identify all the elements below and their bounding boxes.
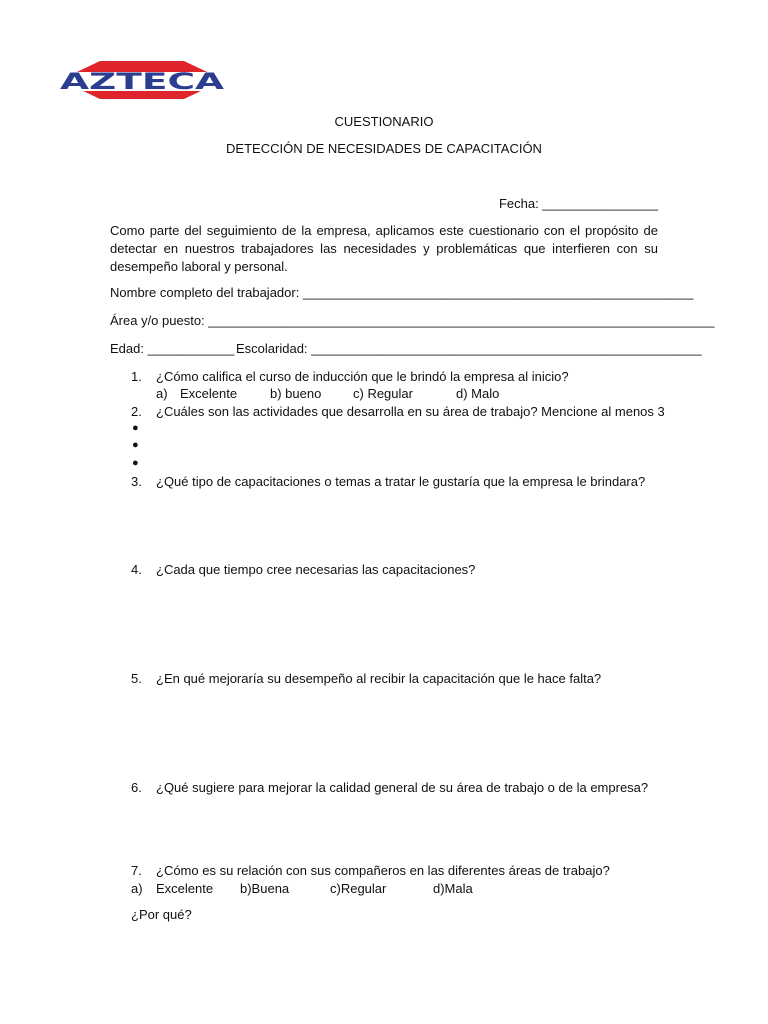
q7-option-b[interactable]: b)Buena [240, 881, 290, 896]
escolaridad-field[interactable]: Escolaridad: ______________________________________________________ [236, 341, 702, 356]
question-2-number: 2. [131, 404, 142, 419]
bullet-icon: ● [132, 439, 139, 451]
bullet-icon: ● [132, 457, 139, 469]
q7-option-c[interactable]: c)Regular [330, 881, 387, 896]
q1-option-a-letter[interactable]: a) [156, 386, 168, 401]
q7-option-a-letter[interactable]: a) [131, 881, 143, 896]
logo-text: AZTECA [60, 70, 224, 95]
question-1-text: ¿Cómo califica el curso de inducción que le brindó la empresa al inicio? [156, 369, 569, 384]
q1-option-a-text[interactable]: Excelente [180, 386, 238, 401]
question-7-text: ¿Cómo es su relación con sus compañeros en las diferentes áreas de trabajo? [156, 863, 610, 878]
por-que-label: ¿Por qué? [131, 907, 192, 922]
question-6-number: 6. [131, 780, 142, 795]
question-4-text: ¿Cada que tiempo cree necesarias las capacitaciones? [156, 562, 476, 577]
azteca-logo [56, 60, 228, 100]
q1-option-d[interactable]: d) Malo [456, 386, 500, 401]
question-2-text: ¿Cuáles son las actividades que desarrolla en su área de trabajo? Mencione al menos 3 [156, 404, 665, 419]
fecha-field[interactable]: Fecha: ________________ [498, 196, 658, 211]
document-subtitle: DETECCIÓN DE NECESIDADES DE CAPACITACIÓN [226, 141, 542, 156]
question-1-number: 1. [131, 369, 142, 384]
nombre-field[interactable]: Nombre completo del trabajador: ______________________________________________________ [110, 285, 694, 300]
question-5-text: ¿En qué mejoraría su desempeño al recibir la capacitación que le hace falta? [156, 671, 602, 686]
q1-option-b[interactable]: b) bueno [270, 386, 322, 401]
intro-paragraph: Como parte del seguimiento de la empresa, aplicamos este cuestionario con el propósito de detectar en nuestros trabajadores las necesidades y problemáticas que interfieren con su desempeño laboral y personal. [110, 223, 658, 274]
q7-option-d[interactable]: d)Mala [433, 881, 473, 896]
question-6-text: ¿Qué sugiere para mejorar la calidad general de su área de trabajo o de la empresa? [156, 780, 649, 795]
q1-option-c[interactable]: c) Regular [353, 386, 413, 401]
edad-field[interactable]: Edad: ____________ [110, 341, 235, 356]
question-3-text: ¿Qué tipo de capacitaciones o temas a tratar le gustaría que la empresa le brindara? [156, 474, 646, 489]
question-4-number: 4. [131, 562, 142, 577]
question-7-number: 7. [131, 863, 142, 878]
q7-option-a-text[interactable]: Excelente [156, 881, 214, 896]
document-title: CUESTIONARIO [334, 114, 434, 129]
question-3-number: 3. [131, 474, 142, 489]
area-field[interactable]: Área y/o puesto: ______________________________________________________________________ [110, 313, 715, 328]
question-5-number: 5. [131, 671, 142, 686]
bullet-icon: ● [132, 422, 139, 434]
